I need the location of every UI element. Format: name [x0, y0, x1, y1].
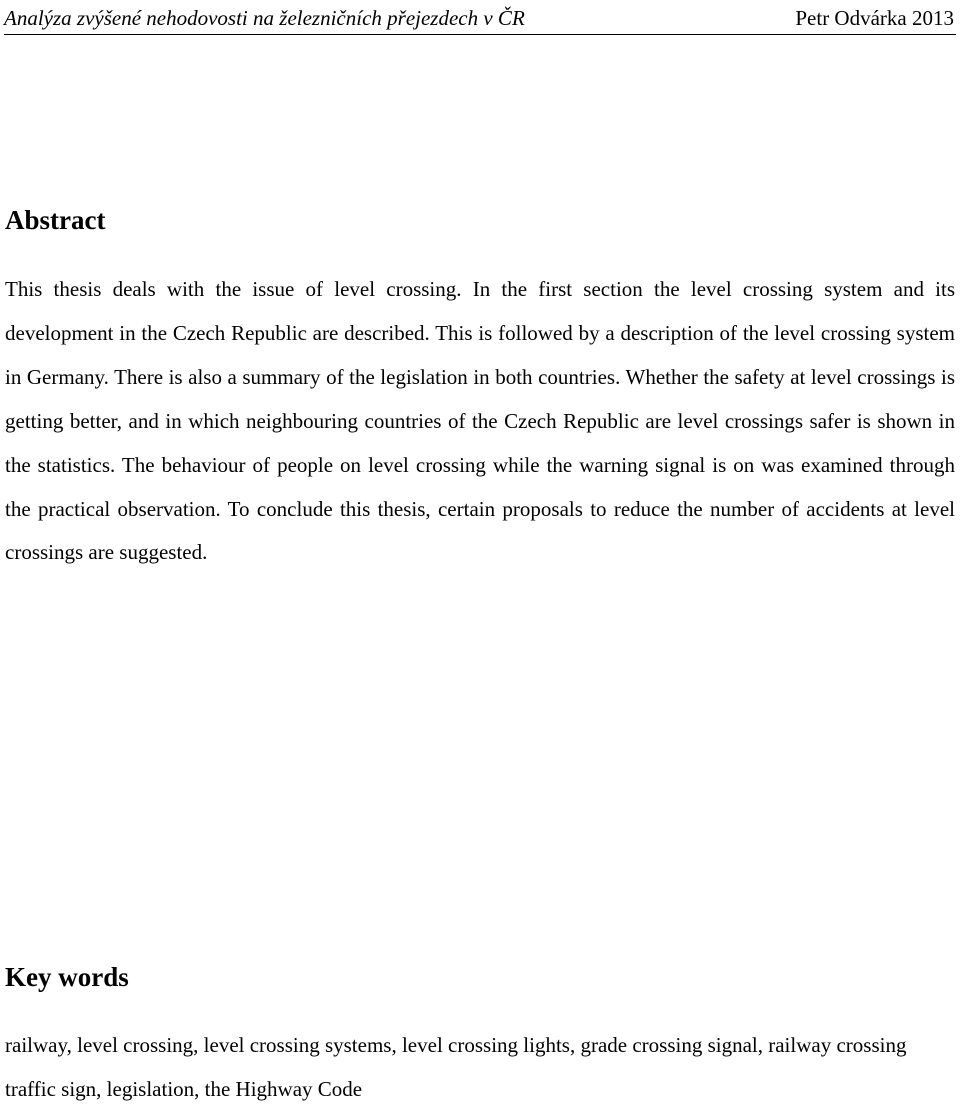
keywords-paragraph: railway, level crossing, level crossing systems, level crossing lights, grade crossing signal, railway crossing traffic sign, legislation, the Highway Code	[5, 1033, 907, 1101]
abstract-paragraph: This thesis deals with the issue of level crossing. In the first section the level crossing system and its development in the Czech Republic are described. This is followed by a description of the level crossing system in Germany. There is also a summary of the legislation in both countries. Whether the safety at level crossings is getting better, and in which neighbouring countries of the Czech Republic are level crossings safer is shown in the statistics. The behaviour of people on level crossing while the warning signal is on was examined through the practical observation. To conclude this thesis, certain proposals to reduce the number of accidents at level crossings are suggested.	[5, 277, 955, 565]
author-year: Petr Odvárka 2013	[795, 6, 954, 30]
keywords-heading: Key words	[5, 962, 129, 992]
running-header	[4, 4, 956, 35]
abstract-heading: Abstract	[5, 205, 106, 235]
thesis-title: Analýza zvýšené nehodovosti na železničních přejezdech v ČR	[4, 6, 525, 30]
